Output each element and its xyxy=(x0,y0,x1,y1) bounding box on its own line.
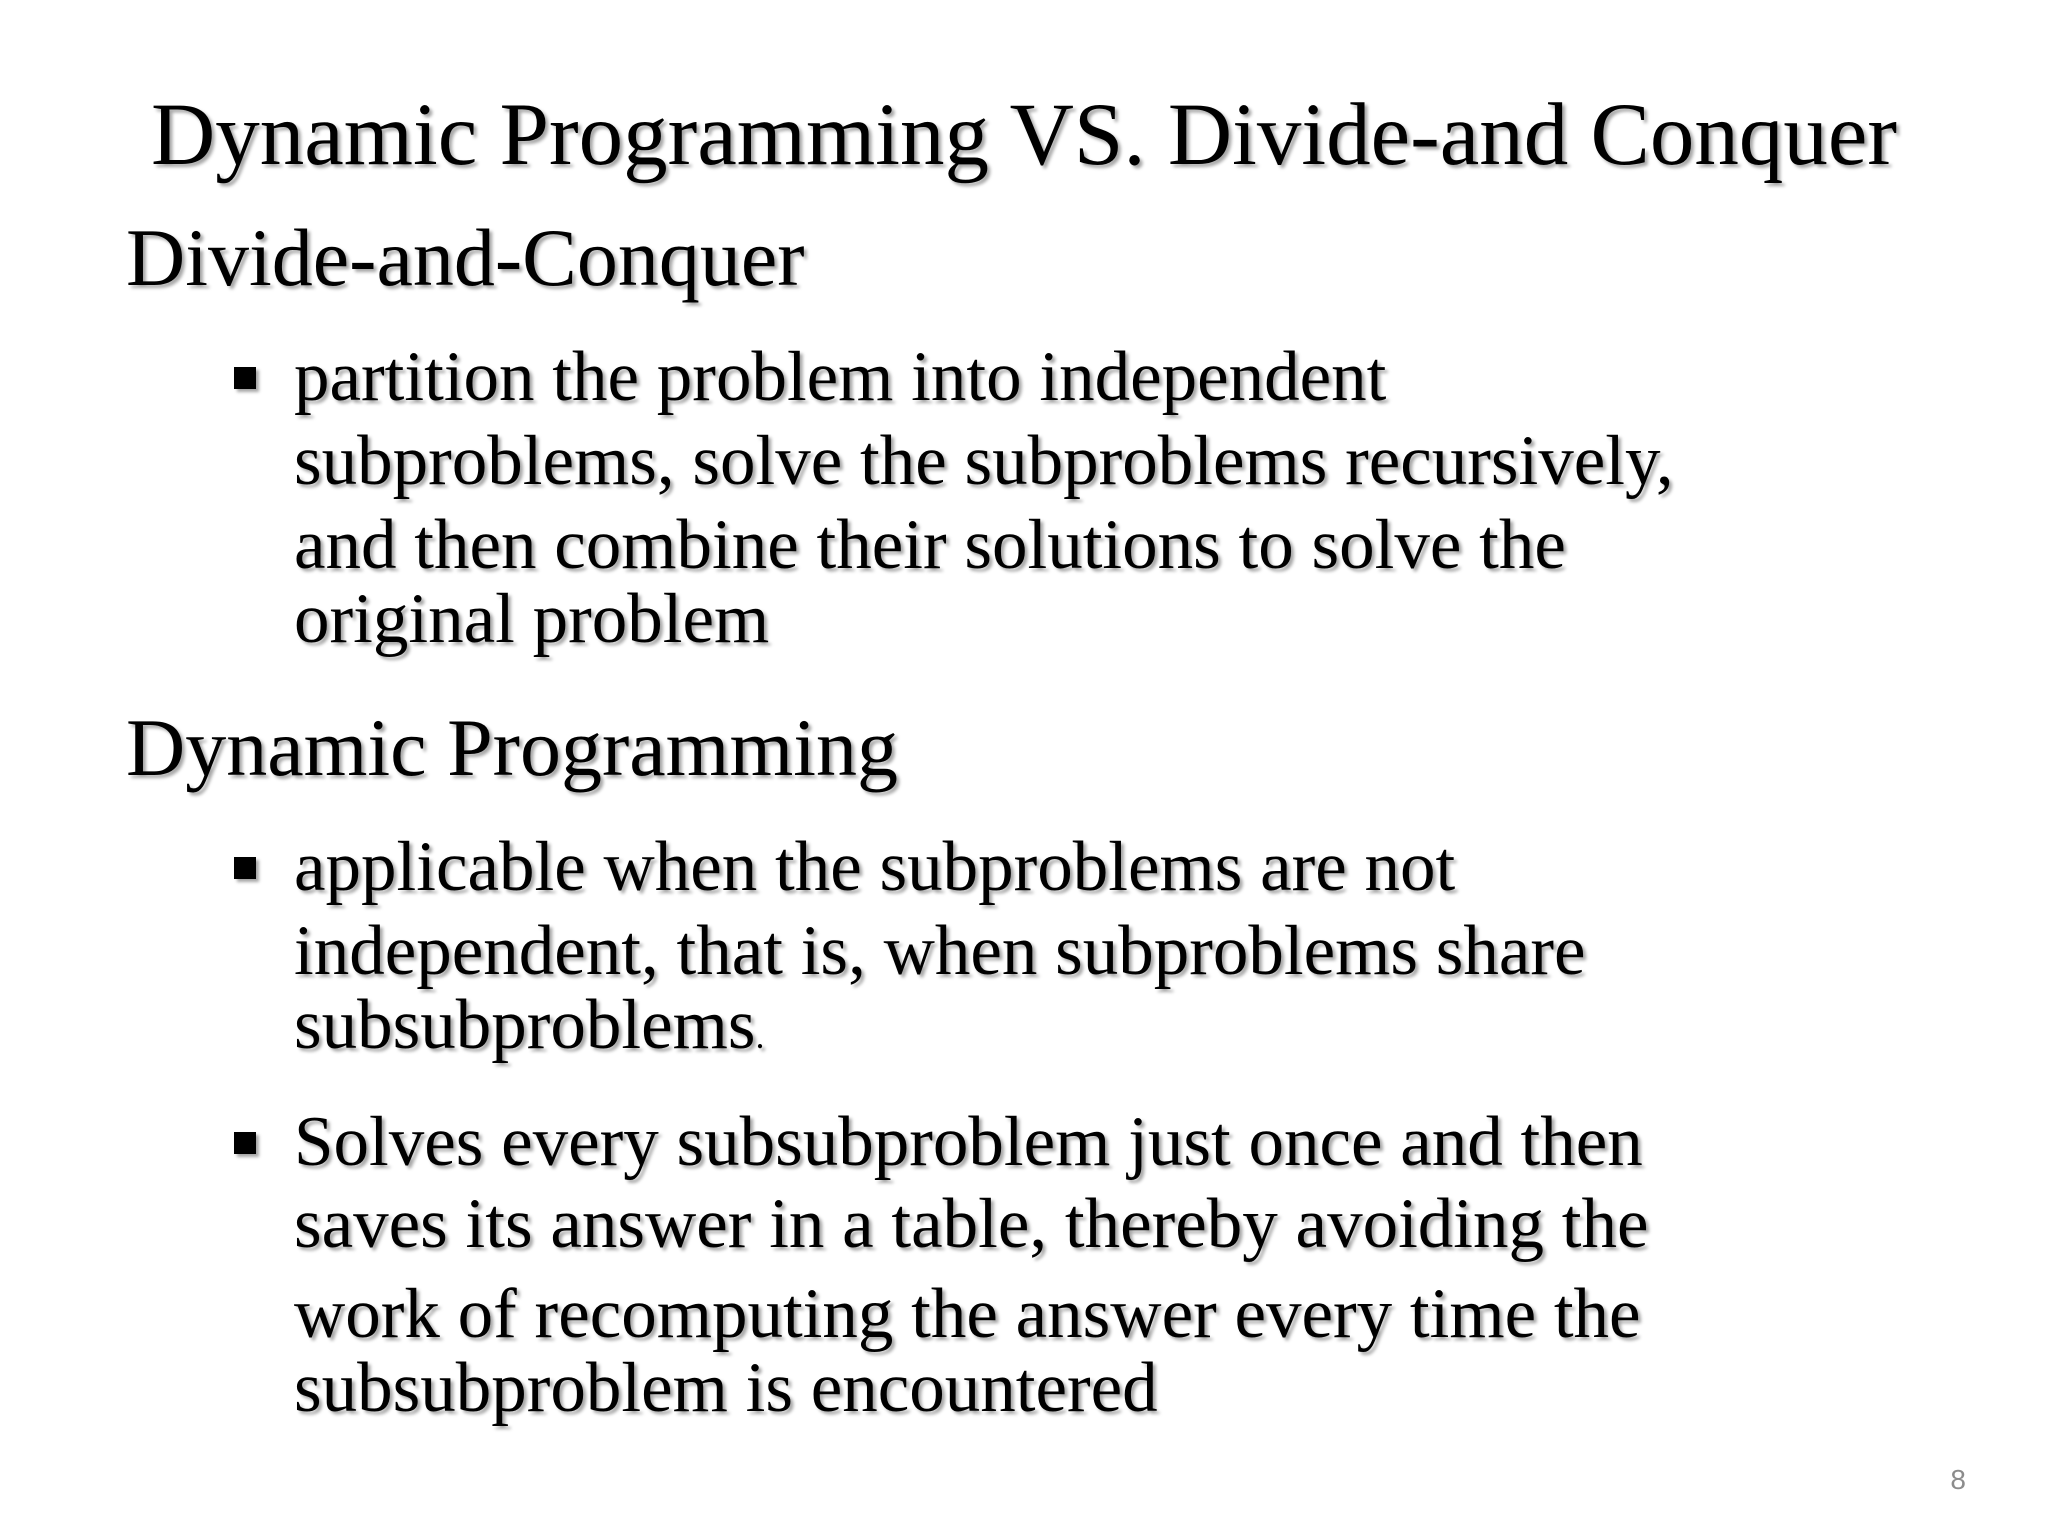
bullet-line: and then combine their solutions to solve the xyxy=(294,506,1566,584)
bullet-text xyxy=(294,825,1914,1078)
bullet-line: saves its answer in a table, thereby avoiding the xyxy=(294,1185,1649,1263)
slide-title: Dynamic Programming VS. Divide-and Conquer xyxy=(151,86,1897,184)
bullet-line: independent, that is, when subproblems share xyxy=(294,912,1586,990)
bullet-line: work of recomputing the answer every time the xyxy=(294,1275,1641,1353)
trailing-period: . xyxy=(755,1016,765,1056)
bullet-line-text: subsubproblems xyxy=(294,986,756,1064)
section-heading-divide-and-conquer: Divide-and-Conquer xyxy=(126,212,805,303)
bullet-text xyxy=(294,335,1914,661)
bullet-line: Solves every subsubproblem just once and then xyxy=(294,1103,1643,1181)
square-bullet-icon xyxy=(234,367,256,389)
bullet-text xyxy=(294,1100,1914,1430)
square-bullet-icon xyxy=(234,1132,256,1154)
square-bullet-icon xyxy=(234,857,256,879)
bullet-line: original problem xyxy=(294,580,770,658)
bullet-line: subproblems, solve the subproblems recursively, xyxy=(294,422,1674,500)
bullet-line: partition the problem into independent xyxy=(294,338,1387,416)
page-number: 8 xyxy=(1950,1464,1966,1495)
bullet-line xyxy=(294,983,1914,1078)
section-heading-dynamic-programming: Dynamic Programming xyxy=(126,702,899,793)
bullet-line: subsubproblem is encountered xyxy=(294,1349,1158,1427)
bullet-line: applicable when the subproblems are not xyxy=(294,828,1456,906)
